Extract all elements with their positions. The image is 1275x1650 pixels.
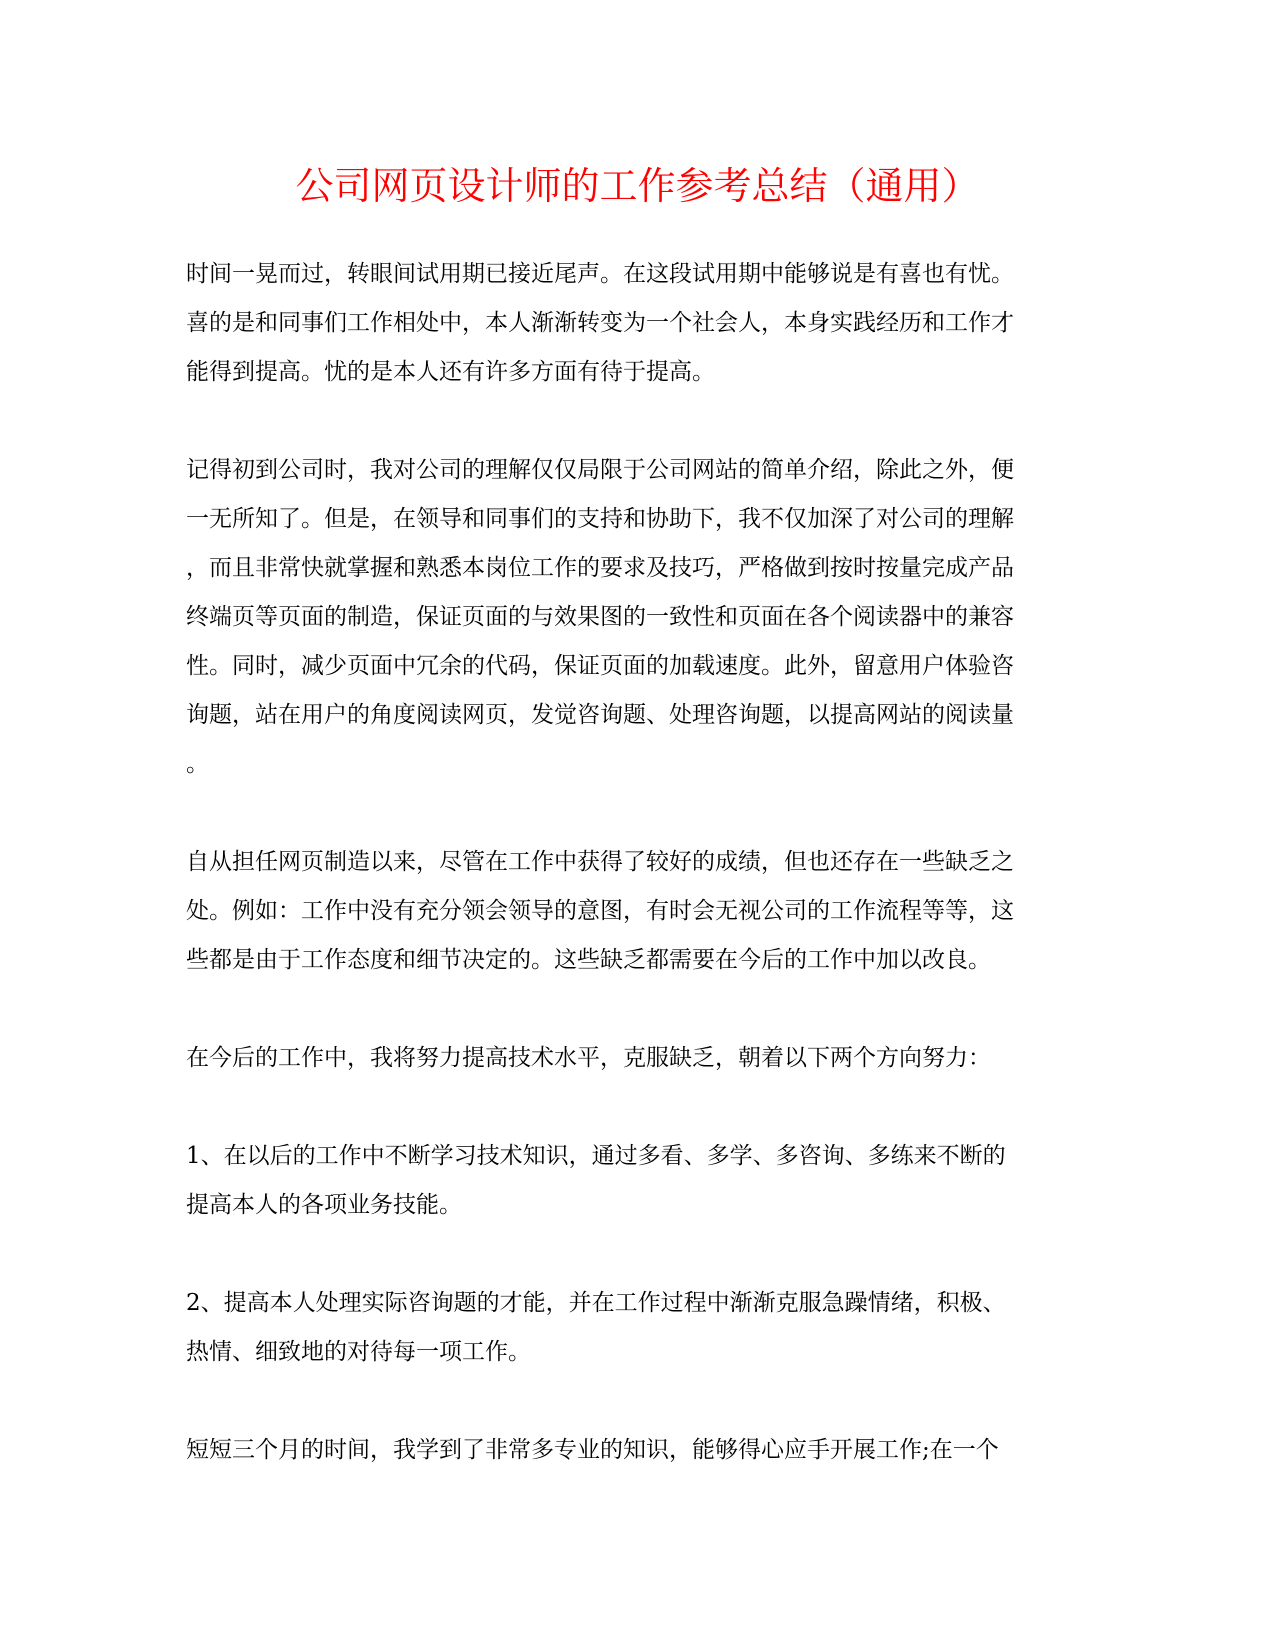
paragraph-4 [186,1034,1086,1083]
paragraph-line: 处。例如：工作中没有充分领会领导的意图，有时会无视公司的工作流程等等，这 [186,898,1014,924]
paragraph-line: 短短三个月的时间，我学到了非常多专业的知识，能够得心应手开展工作;在一个 [186,1437,999,1463]
paragraph-line: 热情、细致地的对待每一项工作。 [186,1339,531,1365]
paragraph-line: 。 [186,751,209,777]
document-body [186,250,1086,1524]
paragraph-line: 询题，站在用户的角度阅读网页，发觉咨询题、处理咨询题，以提高网站的阅读量 [186,702,1014,728]
paragraph-line: 时间一晃而过，转眼间试用期已接近尾声。在这段试用期中能够说是有喜也有忧。 [186,261,1014,287]
paragraph-line: 一无所知了。但是，在领导和同事们的支持和协助下，我不仅加深了对公司的理解 [186,506,1014,532]
paragraph-line: 些都是由于工作态度和细节决定的。这些缺乏都需要在今后的工作中加以改良。 [186,947,991,973]
paragraph-line: 喜的是和同事们工作相处中，本人渐渐转变为一个社会人，本身实践经历和工作才 [186,310,1014,336]
document-title: 公司网页设计师的工作参考总结（通用） [295,164,980,208]
paragraph-line: 在今后的工作中，我将努力提高技术水平，克服缺乏，朝着以下两个方向努力： [186,1045,991,1071]
paragraph-line: 终端页等页面的制造，保证页面的与效果图的一致性和页面在各个阅读器中的兼容 [186,604,1014,630]
paragraph-line: 1、在以后的工作中不断学习技术知识，通过多看、多学、多咨询、多练来不断的 [186,1143,1006,1169]
paragraph-3 [186,838,1086,985]
paragraph-1 [186,250,1086,397]
paragraph-line: 自从担任网页制造以来，尽管在工作中获得了较好的成绩，但也还存在一些缺乏之 [186,849,1014,875]
paragraph-line: ，而且非常快就掌握和熟悉本岗位工作的要求及技巧，严格做到按时按量完成产品 [186,555,1014,581]
paragraph-line: 能得到提高。忧的是本人还有许多方面有待于提高。 [186,359,715,385]
paragraph-line: 性。同时，减少页面中冗余的代码，保证页面的加载速度。此外，留意用户体验咨 [186,653,1014,679]
paragraph-line: 提高本人的各项业务技能。 [186,1192,462,1218]
paragraph-5 [186,1132,1086,1230]
paragraph-7 [186,1426,1086,1475]
paragraph-6 [186,1279,1086,1377]
paragraph-line: 记得初到公司时，我对公司的理解仅仅局限于公司网站的简单介绍，除此之外，便 [186,457,1014,483]
paragraph-line: 2、提高本人处理实际咨询题的才能，并在工作过程中渐渐克服急躁情绪，积极、 [186,1290,1006,1316]
paragraph-2 [186,446,1086,789]
